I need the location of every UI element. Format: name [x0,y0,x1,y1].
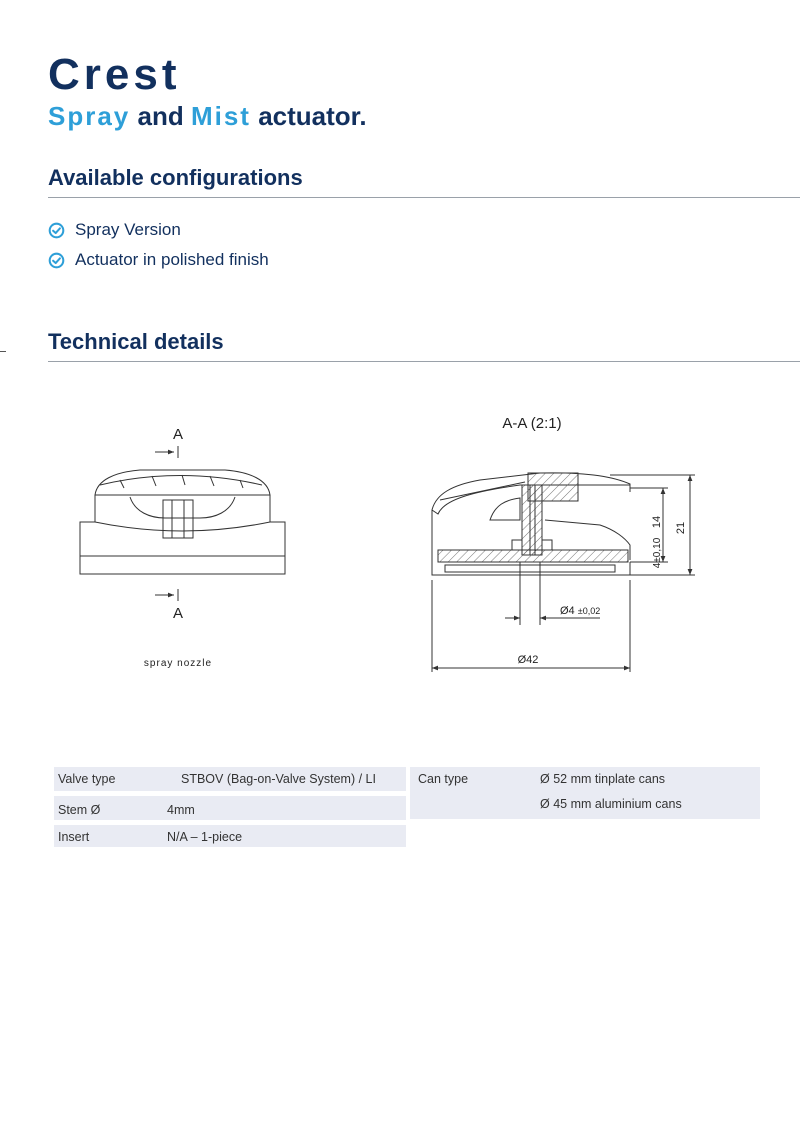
spec-label: Can type [418,772,469,786]
nozzle-section-view [432,415,695,672]
subtitle-and: and [137,101,184,131]
technical-title: Technical details [48,329,224,354]
config-item-polished-finish [48,245,269,275]
section-view-label: A-A (2:1) [502,415,562,432]
section-marker-top: A [172,426,184,443]
spec-row-can-type [410,767,760,819]
dim-low-height: 4±0,10 [652,537,663,569]
spec-value: Ø 52 mm tinplate cans [540,772,666,786]
subtitle-mist: Mist [190,101,251,131]
spec-value: 4mm [167,803,195,817]
subtitle-rest: actuator. [258,101,367,131]
section-marker-bottom: A [172,605,184,622]
nozzle-side-view [80,426,285,669]
spec-value: Ø 45 mm aluminium cans [540,797,682,811]
config-item-spray-version [48,215,269,245]
config-item-label: Spray Version [75,220,181,239]
configurations-list [48,215,269,275]
drawing-caption: spray nozzle [143,658,213,669]
spec-label: Insert [58,830,90,844]
spec-row-stem [54,796,406,820]
spec-row-valve-type [54,767,406,791]
product-subtitle [48,101,367,132]
brand-title: Crest [48,50,181,99]
spec-value: N/A – 1-piece [167,830,243,844]
config-item-label: Actuator in polished finish [75,250,269,269]
margin-tick [0,351,6,352]
subtitle-spray: Spray [48,101,131,131]
configurations-divider [48,197,800,198]
spec-row-insert [54,825,406,847]
check-circle-icon [48,222,65,239]
technical-divider [48,361,800,362]
technical-drawing [0,400,800,690]
dim-stem-diameter: Ø4 ±0,02 [560,605,601,617]
configurations-title: Available configurations [48,165,303,190]
dim-overall-diameter: Ø42 [517,654,539,666]
check-circle-icon [48,252,65,269]
spec-value: STBOV (Bag-on-Valve System) / LI [181,772,376,786]
spec-label: Valve type [58,772,116,786]
spec-label: Stem Ø [58,803,101,817]
dim-mid-height: 14 [651,515,663,529]
dim-total-height: 21 [675,521,687,535]
